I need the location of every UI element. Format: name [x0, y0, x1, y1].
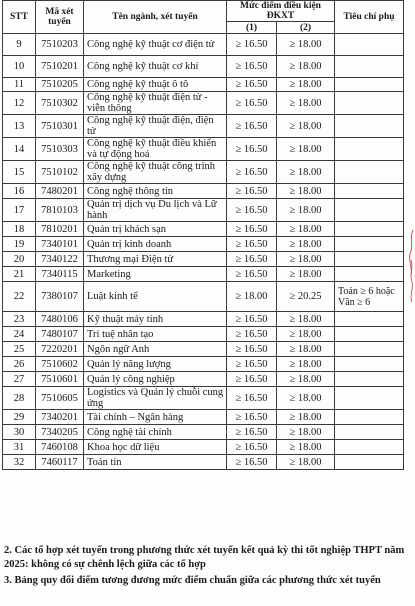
table-row: [3, 267, 404, 282]
row-code: 7340115: [36, 267, 84, 282]
row-criteria: [335, 387, 404, 410]
row-criteria: [335, 222, 404, 237]
row-score-1: ≥ 16.50: [227, 222, 277, 237]
row-criteria: [335, 199, 404, 222]
table-row: [3, 115, 404, 138]
row-code: 7460117: [36, 455, 84, 470]
header-col1: (1): [227, 22, 277, 34]
row-code: 7380107: [36, 282, 84, 312]
row-criteria: [335, 78, 404, 92]
table-row: [3, 387, 404, 410]
row-score-2: ≥ 18.00: [277, 372, 335, 387]
row-code: 7340101: [36, 237, 84, 252]
row-stt: 30: [3, 425, 36, 440]
row-code: 7480107: [36, 327, 84, 342]
table-row: [3, 252, 404, 267]
row-score-1: ≥ 16.50: [227, 92, 277, 115]
row-score-1: ≥ 16.50: [227, 455, 277, 470]
row-major: Công nghệ kỹ thuật cơ điện tử: [84, 34, 227, 56]
row-major: Công nghệ kỹ thuật cơ khí: [84, 56, 227, 78]
pen-mark-icon: [407, 258, 415, 304]
row-code: 7510203: [36, 34, 84, 56]
row-stt: 17: [3, 199, 36, 222]
row-code: 7340122: [36, 252, 84, 267]
row-code: 7480201: [36, 184, 84, 199]
row-major: Toán tin: [84, 455, 227, 470]
row-stt: 12: [3, 92, 36, 115]
table-row: [3, 138, 404, 161]
table-row: [3, 161, 404, 184]
row-score-1: ≥ 16.50: [227, 267, 277, 282]
table-row: [3, 342, 404, 357]
row-score-1: ≥ 16.50: [227, 237, 277, 252]
row-code: 7510302: [36, 92, 84, 115]
row-score-2: ≥ 18.00: [277, 267, 335, 282]
row-score-1: ≥ 16.50: [227, 161, 277, 184]
row-criteria: [335, 34, 404, 56]
row-stt: 25: [3, 342, 36, 357]
table-row: [3, 199, 404, 222]
row-score-1: ≥ 16.50: [227, 252, 277, 267]
row-score-1: ≥ 16.50: [227, 372, 277, 387]
row-stt: 15: [3, 161, 36, 184]
row-score-2: ≥ 18.00: [277, 252, 335, 267]
row-score-1: ≥ 16.50: [227, 387, 277, 410]
header-major: Tên ngành, xét tuyển: [84, 1, 227, 34]
row-criteria: [335, 327, 404, 342]
row-score-2: ≥ 18.00: [277, 78, 335, 92]
row-score-2: ≥ 18.00: [277, 342, 335, 357]
row-code: 7810103: [36, 199, 84, 222]
row-criteria: [335, 410, 404, 425]
row-stt: 26: [3, 357, 36, 372]
row-stt: 29: [3, 410, 36, 425]
table-row: [3, 222, 404, 237]
row-stt: 10: [3, 56, 36, 78]
row-score-2: ≥ 18.00: [277, 440, 335, 455]
table-row: [3, 425, 404, 440]
row-major: Công nghệ tài chính: [84, 425, 227, 440]
row-score-2: ≥ 18.00: [277, 327, 335, 342]
row-major: Logistics và Quản lý chuỗi cung ứng: [84, 387, 227, 410]
row-major: Quản trị dịch vụ Du lịch và Lữ hành: [84, 199, 227, 222]
row-major: Công nghệ kỹ thuật điều khiển và tự động hoá: [84, 138, 227, 161]
header-threshold: Mức điểm điều kiện ĐKXT: [227, 1, 335, 22]
table-row: [3, 56, 404, 78]
table-row: [3, 237, 404, 252]
admission-score-table: [2, 0, 404, 470]
row-criteria: [335, 184, 404, 199]
row-code: 7220201: [36, 342, 84, 357]
row-code: 7460108: [36, 440, 84, 455]
notes-section: [4, 544, 409, 590]
row-major: Công nghệ thông tin: [84, 184, 227, 199]
row-major: Luật kinh tế: [84, 282, 227, 312]
row-score-1: ≥ 16.50: [227, 440, 277, 455]
row-major: Công nghệ kỹ thuật ô tô: [84, 78, 227, 92]
row-major: Tài chính – Ngân hàng: [84, 410, 227, 425]
table-row: [3, 327, 404, 342]
table-row: [3, 357, 404, 372]
row-code: 7510303: [36, 138, 84, 161]
row-stt: 31: [3, 440, 36, 455]
row-score-2: ≥ 18.00: [277, 92, 335, 115]
row-major: Ngôn ngữ Anh: [84, 342, 227, 357]
row-major: Công nghệ kỹ thuật điện tử - viễn thông: [84, 92, 227, 115]
row-major: Marketing: [84, 267, 227, 282]
header-code: Mã xét tuyển: [36, 1, 84, 34]
table-row: [3, 312, 404, 327]
row-criteria: [335, 237, 404, 252]
row-code: 7340201: [36, 410, 84, 425]
row-criteria: Toán ≥ 6 hoặc Văn ≥ 6: [335, 282, 404, 312]
row-score-2: ≥ 18.00: [277, 312, 335, 327]
table-row: [3, 440, 404, 455]
row-score-1: ≥ 16.50: [227, 138, 277, 161]
row-major: Quản lý công nghiệp: [84, 372, 227, 387]
header-stt: STT: [3, 1, 36, 34]
row-score-2: ≥ 18.00: [277, 357, 335, 372]
note-2: 2. Các tổ hợp xét tuyển trong phương thức xét tuyển kết quả kỳ thi tốt nghiệp THPT năm 2025: không có sự chênh lệch giữa các tổ hợp: [4, 545, 405, 570]
row-criteria: [335, 455, 404, 470]
row-score-1: ≥ 16.50: [227, 410, 277, 425]
row-code: 7510301: [36, 115, 84, 138]
row-stt: 28: [3, 387, 36, 410]
row-stt: 11: [3, 78, 36, 92]
row-score-2: ≥ 18.00: [277, 237, 335, 252]
row-stt: 24: [3, 327, 36, 342]
table-row: [3, 410, 404, 425]
row-stt: 20: [3, 252, 36, 267]
row-major: Trí tuệ nhân tạo: [84, 327, 227, 342]
row-score-2: ≥ 18.00: [277, 199, 335, 222]
row-code: 7510102: [36, 161, 84, 184]
header-col2: (2): [277, 22, 335, 34]
row-score-2: ≥ 18.00: [277, 410, 335, 425]
row-score-2: ≥ 18.00: [277, 222, 335, 237]
row-code: 7510601: [36, 372, 84, 387]
row-score-2: ≥ 18.00: [277, 455, 335, 470]
row-score-1: ≥ 16.50: [227, 184, 277, 199]
table-row: [3, 184, 404, 199]
row-score-1: ≥ 16.50: [227, 342, 277, 357]
row-major: Quản trị khách sạn: [84, 222, 227, 237]
row-score-2: ≥ 18.00: [277, 387, 335, 410]
row-criteria: [335, 342, 404, 357]
table-row: [3, 455, 404, 470]
row-criteria: [335, 440, 404, 455]
row-criteria: [335, 425, 404, 440]
row-score-1: ≥ 16.50: [227, 425, 277, 440]
row-score-2: ≥ 18.00: [277, 34, 335, 56]
row-code: 7510605: [36, 387, 84, 410]
table-row: [3, 78, 404, 92]
row-criteria: [335, 312, 404, 327]
row-criteria: [335, 138, 404, 161]
note-3: 3. Bảng quy đổi điểm tương đương mức điểm chuẩn giữa các phương thức xét tuyển: [4, 575, 381, 586]
table-row: [3, 34, 404, 56]
row-criteria: [335, 252, 404, 267]
row-stt: 27: [3, 372, 36, 387]
row-criteria: [335, 357, 404, 372]
row-score-1: ≥ 16.50: [227, 78, 277, 92]
row-criteria: [335, 267, 404, 282]
row-stt: 9: [3, 34, 36, 56]
row-score-1: ≥ 16.50: [227, 34, 277, 56]
row-score-1: ≥ 16.50: [227, 357, 277, 372]
row-stt: 13: [3, 115, 36, 138]
row-score-2: ≥ 18.00: [277, 56, 335, 78]
row-score-1: ≥ 16.50: [227, 199, 277, 222]
row-score-1: ≥ 16.50: [227, 327, 277, 342]
row-stt: 16: [3, 184, 36, 199]
row-code: 7510602: [36, 357, 84, 372]
row-code: 7810201: [36, 222, 84, 237]
row-score-1: ≥ 16.50: [227, 56, 277, 78]
row-stt: 23: [3, 312, 36, 327]
row-score-2: ≥ 18.00: [277, 425, 335, 440]
table-row: [3, 282, 404, 312]
table-body: [3, 34, 404, 470]
row-major: Công nghệ kỹ thuật công trình xây dựng: [84, 161, 227, 184]
row-criteria: [335, 115, 404, 138]
row-score-1: ≥ 16.50: [227, 115, 277, 138]
row-criteria: [335, 56, 404, 78]
row-code: 7510201: [36, 56, 84, 78]
row-stt: 14: [3, 138, 36, 161]
row-major: Quản trị kinh doanh: [84, 237, 227, 252]
row-major: Công nghệ kỹ thuật điện, điện tử: [84, 115, 227, 138]
row-code: 7340205: [36, 425, 84, 440]
row-major: Kỹ thuật máy tính: [84, 312, 227, 327]
row-major: Khoa học dữ liệu: [84, 440, 227, 455]
row-score-2: ≥ 18.00: [277, 115, 335, 138]
row-score-2: ≥ 18.00: [277, 138, 335, 161]
row-score-2: ≥ 18.00: [277, 161, 335, 184]
row-major: Quản lý năng lượng: [84, 357, 227, 372]
row-score-2: ≥ 18.00: [277, 184, 335, 199]
row-score-1: ≥ 16.50: [227, 312, 277, 327]
row-stt: 18: [3, 222, 36, 237]
row-criteria: [335, 92, 404, 115]
row-stt: 19: [3, 237, 36, 252]
row-stt: 22: [3, 282, 36, 312]
row-major: Thương mại Điện tử: [84, 252, 227, 267]
row-code: 7510205: [36, 78, 84, 92]
row-stt: 21: [3, 267, 36, 282]
row-stt: 32: [3, 455, 36, 470]
table-row: [3, 372, 404, 387]
row-code: 7480106: [36, 312, 84, 327]
table-row: [3, 92, 404, 115]
row-score-2: ≥ 20.25: [277, 282, 335, 312]
row-criteria: [335, 161, 404, 184]
row-score-1: ≥ 18.00: [227, 282, 277, 312]
header-criteria: Tiêu chí phụ: [335, 1, 404, 34]
row-criteria: [335, 372, 404, 387]
